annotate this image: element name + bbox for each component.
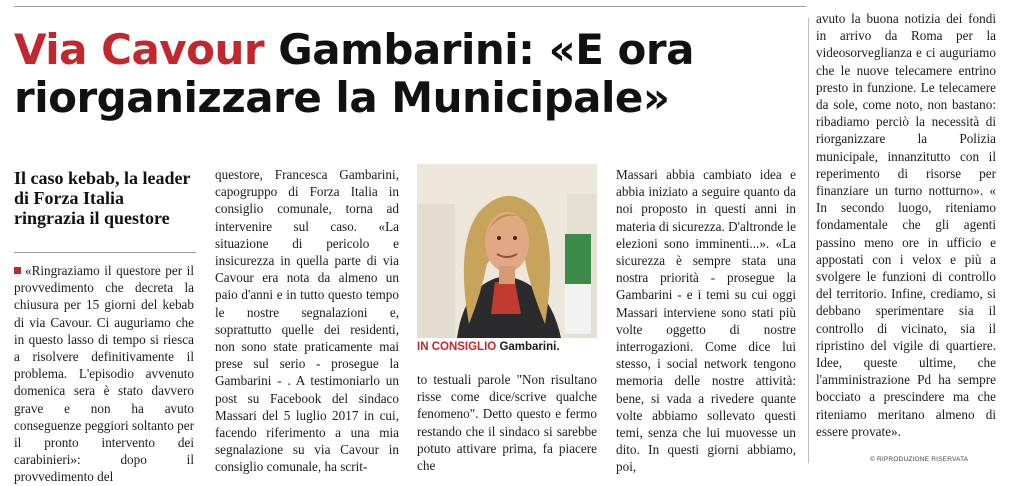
portrait-photo (417, 164, 597, 338)
article-column-4 (616, 166, 796, 476)
column-3-text: to testuali parole "Non risultano risse come dice/scrive qualche fenomeno". Detto questo e fermo restando che il sindaco si sarebbe potuto attivare prima, fa piacere che (417, 372, 597, 474)
headline (14, 26, 804, 122)
article-column-2 (215, 166, 399, 476)
article-column-3 (417, 371, 597, 474)
subheadline: Il caso kebab, la leader di Forza Italia ringrazia il questore (14, 168, 191, 228)
photo-caption (417, 341, 607, 353)
subhead-rule (14, 252, 196, 253)
copyright-notice: © RIPRODUZIONE RISERVATA (870, 456, 969, 463)
article-column-5 (816, 10, 996, 440)
headline-kicker: Via Cavour (14, 25, 265, 74)
caption-label: IN CONSIGLIO (417, 341, 497, 353)
article-column-1 (14, 262, 194, 486)
column-separator (808, 18, 809, 463)
headline-title: Gambarini: «E ora riorganizzare la Municipale» (14, 25, 694, 122)
column-4-text: Massari abbia cambiato idea e abbia iniziato a seguire quanto da noi proposto in questi anni in materia di sicurezza. D'altronde le elezioni sono imminenti...». «La sicurezza è sempre stata una nostra priorità - prosegue la Gambarini - e i temi su cui oggi Massari interviene sono stati più volte oggetto di nostre interrogazioni. Come dice lui stesso, i social network tengono memoria delle nostre attività: bene, si vada a rivedere quante volte abbiamo sollevato questi temi, senza che lui muovesse un dito. In questi giorni abbiamo, poi, (616, 167, 796, 475)
portrait-illustration (417, 164, 597, 338)
column-5-text: avuto la buona notizia dei fondi in arrivo da Roma per la videosorveglianza e ci auguriamo che le nuove telecamere entrino presto in funzione. Le telecamere da sole, come noto, non bastano: ribadiamo perciò la necessità di riorganizzare la Polizia municipale, innanzitutto con il reperimento di risorse per finanziare un turno notturno». « In secondo luogo, riteniamo fondamentale che gli agenti passino meno ore in ufficio e appostati con i velox e più a svolgere le funzioni di controllo del territorio. Infine, crediamo, si debbano sperimentare sia il controllo di vicinato, sia il ripristino del vigile di quartiere. Idee, queste ultime, che l'amministrazione Pd ha sempre bocciato a prescindere ma che riteniamo meritano almeno di essere provate». (816, 11, 996, 439)
column-2-text: questore, Francesca Gambarini, capogruppo di Forza Italia in consiglio comunale, torna ad intervenire sul caso. «La situazione di pericolo e insicurezza in quella parte di via Cavour era nota da almeno un paio d'anni e in tutto questo tempo le nostre segnalazioni e, soprattutto quelle dei residenti, non sono state praticamente mai prese sul serio - prosegue la Gambarini - . A testimoniarlo un post su Facebook del sindaco Massari del 5 luglio 2017 in cui, facendo riferimento a una mia segnalazione su via Cavour in consiglio comunale, ha scrit- (215, 167, 399, 475)
top-rule (14, 6, 806, 7)
red-square-bullet-icon (14, 267, 21, 274)
caption-name: Gambarini. (499, 341, 560, 353)
column-1-text: «Ringraziamo il questore per il provvedimento che decreta la chiusura per 15 giorni del kebab di via Cavour. Ci auguriamo che in questo lasso di tempo si riesca a risolvere definitivamente il problema. L'episodio avvenuto domenica sera è stato davvero grave e non ha avuto conseguenze peggiori soltanto per il pronto intervento dei carabinieri»: dopo il provvedimento del (14, 263, 194, 485)
